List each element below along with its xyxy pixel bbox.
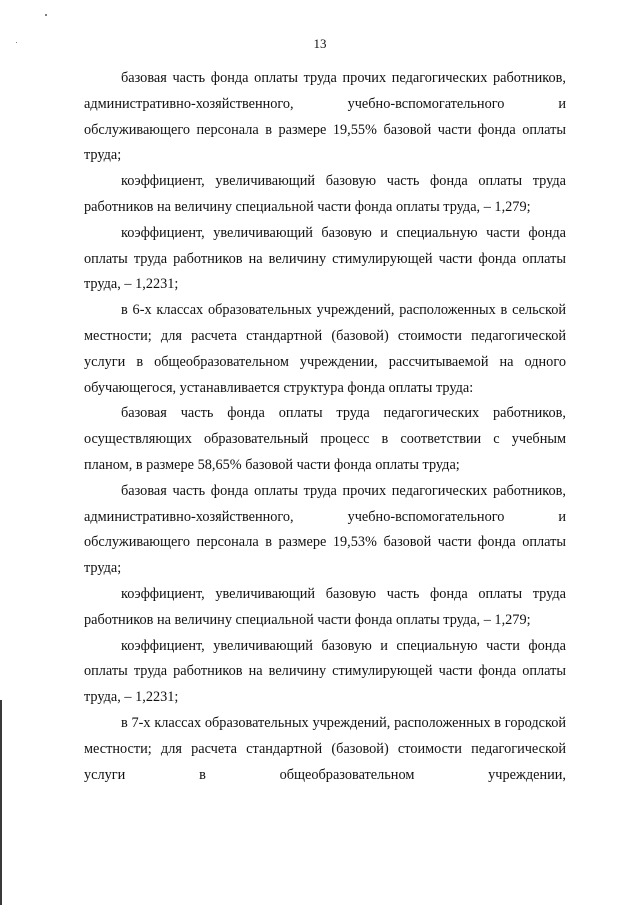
scan-speck bbox=[45, 14, 47, 16]
paragraph: базовая часть фонда оплаты труда прочих педагогических работников, административно-хозяйственного, учебно-вспомогательного и обслуживающего персонала в размере 19,53% базовой части фонда оплаты труда; bbox=[84, 482, 566, 577]
paragraph: в 6-х классах образовательных учреждений, расположенных в сельской местности; для расчета стандартной (базовой) стоимости педагогической услуги в общеобразовательном учреждении, рассчитываемой на одного обучающегося, устанавливается структура фонда оплаты труда: bbox=[84, 302, 566, 396]
paragraph: базовая часть фонда оплаты труда прочих педагогических работников, административно-хозяйственного, учебно-вспомогательного и обслуживающего персонала в размере 19,55% базовой части фонда оплаты труда; bbox=[84, 70, 566, 164]
page-number: 13 bbox=[313, 36, 327, 51]
paragraph: в 7-х классах образовательных учреждений, расположенных в городской местности; для расчета стандартной (базовой) стоимости педагогической услуги в общеобразовательном учреждении, bbox=[84, 714, 566, 783]
scan-edge-line bbox=[0, 700, 2, 905]
paragraph: коэффициент, увеличивающий базовую и специальную части фонда оплаты труда работников на величину стимулирующей части фонда оплаты труда, – 1,2231; bbox=[84, 637, 566, 706]
document-body bbox=[84, 66, 566, 788]
paragraph: коэффициент, увеличивающий базовую часть фонда оплаты труда работников на величину специальной части фонда оплаты труда, – 1,279; bbox=[84, 585, 566, 628]
paragraph: базовая часть фонда оплаты труда педагогических работников, осуществляющих образовательный процесс в соответствии с учебным планом, в размере 58,65% базовой части фонда оплаты труда; bbox=[84, 405, 566, 473]
paragraph: коэффициент, увеличивающий базовую и специальную части фонда оплаты труда работников на величину стимулирующей части фонда оплаты труда, – 1,2231; bbox=[84, 224, 566, 293]
paragraph: коэффициент, увеличивающий базовую часть фонда оплаты труда работников на величину специальной части фонда оплаты труда, – 1,279; bbox=[84, 173, 566, 215]
